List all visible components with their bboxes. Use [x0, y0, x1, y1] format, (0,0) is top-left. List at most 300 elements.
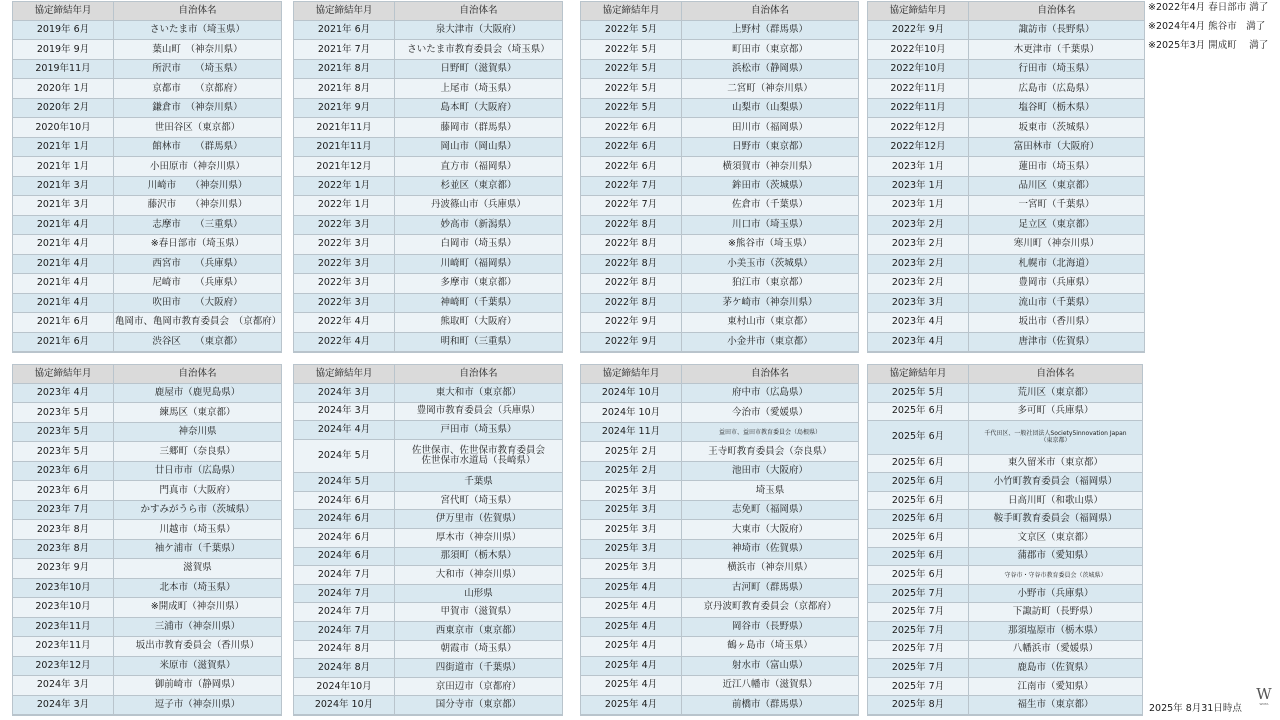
municipality-name: 日高川町（和歌山県） [969, 492, 1142, 511]
table-row [294, 696, 562, 715]
municipality-name: 蒲郡市（愛知県） [969, 548, 1142, 567]
agreement-date: 2024年 8月 [294, 659, 395, 678]
header-municipality: 自治体名 [682, 2, 858, 21]
table-row [294, 548, 562, 567]
agreement-date: 2024年10月 [294, 678, 395, 697]
table-row [868, 255, 1144, 274]
municipality-name: 川口市（埼玉県） [682, 216, 858, 235]
agreement-table [580, 1, 859, 353]
agreement-date: 2023年10月 [13, 598, 114, 617]
agreement-table [12, 364, 282, 716]
municipality-name: 富田林市（大阪府） [969, 138, 1144, 157]
municipality-name: 多可町（兵庫県） [969, 403, 1142, 422]
municipality-name: 神崎町（千葉県） [395, 294, 562, 313]
agreement-table [12, 1, 282, 353]
municipality-name: 諏訪市（長野県） [969, 21, 1144, 40]
agreement-date: 2023年 1月 [868, 177, 969, 196]
header-municipality: 自治体名 [682, 365, 858, 384]
table-row [581, 696, 858, 715]
municipality-name: 志免町（福岡県） [682, 501, 858, 520]
agreement-date: 2019年11月 [13, 60, 114, 79]
table-row [581, 579, 858, 598]
table-row [581, 403, 858, 422]
agreement-date: 2021年 4月 [13, 216, 114, 235]
municipality-name: 葉山町 （神奈川県） [114, 40, 281, 59]
municipality-name: かすみがうら市（茨城県） [114, 501, 281, 520]
agreement-date: 2022年10月 [868, 40, 969, 59]
municipality-name: 国分寺市（東京都） [395, 696, 562, 715]
expiry-note: ※2024年4月 熊谷市 満了 [1148, 21, 1266, 32]
municipality-name: 府中市（広島県） [682, 384, 858, 403]
agreement-date: 2022年 9月 [581, 313, 682, 332]
table-row [294, 196, 562, 215]
table-row [13, 559, 281, 578]
municipality-name: 田川市（福岡県） [682, 118, 858, 137]
agreement-date: 2021年 6月 [13, 333, 114, 352]
table-row [868, 21, 1144, 40]
table-row [13, 274, 281, 293]
municipality-name: 池田市（大阪府） [682, 462, 858, 481]
agreement-date: 2022年 5月 [581, 40, 682, 59]
agreement-date: 2023年 5月 [13, 423, 114, 442]
table-row [868, 384, 1142, 403]
municipality-name: 宮代町（埼玉県） [395, 492, 562, 511]
agreement-date: 2021年 6月 [294, 21, 395, 40]
agreement-date: 2022年 4月 [294, 333, 395, 352]
agreement-date: 2024年 10月 [581, 403, 682, 422]
as-of-date: 2025年 8月31日時点 [1149, 703, 1242, 714]
table-row [868, 696, 1142, 715]
table-row [13, 657, 281, 676]
table-row [13, 138, 281, 157]
agreement-date: 2024年 6月 [294, 510, 395, 529]
agreement-date: 2025年 7月 [868, 659, 969, 678]
municipality-name: 尼崎市 （兵庫県） [114, 274, 281, 293]
table-row [13, 403, 281, 422]
table-row [13, 60, 281, 79]
table-row [13, 294, 281, 313]
table-row [294, 421, 562, 440]
municipality-name: 島本町（大阪府） [395, 99, 562, 118]
municipality-name: 前橋市（群馬県） [682, 696, 858, 715]
agreement-date: 2024年 3月 [294, 403, 395, 422]
agreement-date: 2022年 5月 [581, 21, 682, 40]
table-row [581, 138, 858, 157]
agreement-date: 2022年 1月 [294, 196, 395, 215]
table-row [294, 384, 562, 403]
municipality-name: 亀岡市、亀岡市教育委員会 （京都府） [114, 313, 281, 332]
agreement-date: 2021年 3月 [13, 177, 114, 196]
municipality-name: 豊岡市教育委員会（兵庫県） [395, 403, 562, 422]
agreement-date: 2022年 4月 [294, 313, 395, 332]
header-municipality: 自治体名 [114, 2, 281, 21]
agreement-date: 2023年 8月 [13, 520, 114, 539]
table-row [581, 294, 858, 313]
agreement-date: 2024年 5月 [294, 473, 395, 492]
municipality-name: ※開成町（神奈川県） [114, 598, 281, 617]
municipality-name: 東大和市（東京都） [395, 384, 562, 403]
header-date: 協定締結年月 [294, 365, 395, 384]
table-row [294, 294, 562, 313]
table-row [13, 235, 281, 254]
table-row [294, 235, 562, 254]
table-row [581, 99, 858, 118]
agreement-date: 2024年 4月 [294, 421, 395, 440]
header-municipality: 自治体名 [395, 2, 562, 21]
agreement-date: 2023年11月 [13, 618, 114, 637]
municipality-name: 練馬区（東京都） [114, 403, 281, 422]
header-date: 協定締結年月 [13, 2, 114, 21]
agreement-date: 2021年 3月 [13, 196, 114, 215]
municipality-name: 厚木市（神奈川県） [395, 529, 562, 548]
municipality-name: 江南市（愛知県） [969, 678, 1142, 697]
table-row [868, 313, 1144, 332]
table-row [13, 177, 281, 196]
table-row [13, 384, 281, 403]
table-row [868, 603, 1142, 622]
agreement-date: 2023年 5月 [13, 442, 114, 461]
municipality-name: 西東京市（東京都） [395, 622, 562, 641]
table-row [868, 216, 1144, 235]
agreement-date: 2023年 7月 [13, 501, 114, 520]
municipality-name: 八幡浜市（愛媛県） [969, 641, 1142, 660]
municipality-name: 鉾田市（茨城県） [682, 177, 858, 196]
agreement-date: 2024年 8月 [294, 641, 395, 660]
agreement-date: 2024年 10月 [581, 384, 682, 403]
municipality-name: 川崎市 （神奈川県） [114, 177, 281, 196]
header-municipality: 自治体名 [969, 2, 1144, 21]
table-row [581, 618, 858, 637]
municipality-name: 藤沢市 （神奈川県） [114, 196, 281, 215]
municipality-name: 上尾市（埼玉県） [395, 79, 562, 98]
agreement-date: 2025年 4月 [581, 637, 682, 656]
municipality-name: 神埼市（佐賀県） [682, 540, 858, 559]
agreement-date: 2024年 3月 [13, 696, 114, 715]
agreement-date: 2025年 6月 [868, 455, 969, 474]
agreement-date: 2025年 7月 [868, 603, 969, 622]
agreement-date: 2025年 2月 [581, 462, 682, 481]
agreement-date: 2020年 2月 [13, 99, 114, 118]
table-row [581, 501, 858, 520]
municipality-name: 川崎町（福岡県） [395, 255, 562, 274]
agreement-date: 2020年10月 [13, 118, 114, 137]
agreement-date: 2021年 8月 [294, 79, 395, 98]
municipality-name: 熊取町（大阪府） [395, 313, 562, 332]
table-row [581, 540, 858, 559]
municipality-name: 広島市（広島県） [969, 79, 1144, 98]
table-row [13, 442, 281, 461]
agreement-date: 2023年 4月 [13, 384, 114, 403]
agreement-date: 2025年 6月 [868, 403, 969, 422]
agreement-date: 2024年 6月 [294, 529, 395, 548]
municipality-name: 千代田区、一般社団法人Society5innovation Japan （東京都） [969, 421, 1142, 454]
municipality-name: 横浜市（神奈川県） [682, 559, 858, 578]
agreement-date: 2021年 4月 [13, 294, 114, 313]
table-row [868, 40, 1144, 59]
table-row [13, 40, 281, 59]
table-row [581, 255, 858, 274]
table-row [294, 641, 562, 660]
agreement-date: 2022年10月 [868, 60, 969, 79]
table-header-row [13, 365, 281, 384]
municipality-name: 町田市（東京都） [682, 40, 858, 59]
municipality-name: 上野村（群馬県） [682, 21, 858, 40]
municipality-name: 岡谷市（長野県） [682, 618, 858, 637]
municipality-name: 那須町（栃木県） [395, 548, 562, 567]
table-row [581, 442, 858, 461]
agreement-table [867, 1, 1145, 353]
municipality-name: 足立区（東京都） [969, 216, 1144, 235]
agreement-date: 2019年 9月 [13, 40, 114, 59]
agreement-date: 2024年 3月 [294, 384, 395, 403]
agreement-date: 2025年 7月 [868, 622, 969, 641]
agreement-date: 2022年 1月 [294, 177, 395, 196]
municipality-name: 鹿屋市（鹿児島県） [114, 384, 281, 403]
municipality-name: 明和町（三重県） [395, 333, 562, 352]
table-row [581, 481, 858, 500]
table-header-row [868, 365, 1142, 384]
agreement-date: 2022年 3月 [294, 255, 395, 274]
agreement-date: 2025年 7月 [868, 585, 969, 604]
municipality-name: 甲賀市（滋賀県） [395, 603, 562, 622]
municipality-name: 妙高市（新潟県） [395, 216, 562, 235]
municipality-name: 御前崎市（静岡県） [114, 676, 281, 695]
table-row [581, 423, 858, 442]
agreement-date: 2021年 4月 [13, 274, 114, 293]
municipality-name: 坂東市（茨城県） [969, 118, 1144, 137]
agreement-date: 2024年 7月 [294, 603, 395, 622]
agreement-date: 2023年 6月 [13, 481, 114, 500]
municipality-name: 行田市（埼玉県） [969, 60, 1144, 79]
agreement-table [293, 364, 563, 716]
agreement-date: 2025年 3月 [581, 559, 682, 578]
header-date: 協定締結年月 [581, 2, 682, 21]
table-row [581, 657, 858, 676]
agreement-date: 2023年10月 [13, 579, 114, 598]
municipality-name: 岡山市（岡山県） [395, 138, 562, 157]
table-row [868, 678, 1142, 697]
municipality-name: ※春日部市（埼玉県） [114, 235, 281, 254]
table-row [294, 529, 562, 548]
municipality-name: 荒川区（東京都） [969, 384, 1142, 403]
agreement-date: 2022年 5月 [581, 99, 682, 118]
agreement-date: 2025年 3月 [581, 501, 682, 520]
table-row [294, 333, 562, 352]
municipality-name: 小竹町教育委員会（福岡県） [969, 473, 1142, 492]
municipality-name: 丹波篠山市（兵庫県） [395, 196, 562, 215]
agreement-date: 2023年 3月 [868, 294, 969, 313]
agreement-date: 2022年 3月 [294, 274, 395, 293]
municipality-name: 門真市（大阪府） [114, 481, 281, 500]
municipality-name: 鶴ヶ島市（埼玉県） [682, 637, 858, 656]
municipality-name: 泉大津市（大阪府） [395, 21, 562, 40]
agreement-date: 2022年 7月 [581, 177, 682, 196]
agreement-date: 2024年 3月 [13, 676, 114, 695]
municipality-name: 川越市（埼玉県） [114, 520, 281, 539]
agreement-date: 2023年 2月 [868, 255, 969, 274]
agreement-date: 2021年 9月 [294, 99, 395, 118]
table-row [868, 294, 1144, 313]
agreement-date: 2025年 6月 [868, 529, 969, 548]
agreement-date: 2021年 4月 [13, 235, 114, 254]
header-municipality: 自治体名 [969, 365, 1142, 384]
table-row [13, 579, 281, 598]
municipality-name: 袖ケ浦市（千葉県） [114, 540, 281, 559]
table-row [868, 333, 1144, 352]
table-row [868, 473, 1142, 492]
agreement-date: 2023年 4月 [868, 333, 969, 352]
table-row [868, 421, 1142, 454]
table-row [13, 79, 281, 98]
municipality-name: 北本市（埼玉県） [114, 579, 281, 598]
agreement-date: 2024年 5月 [294, 440, 395, 473]
municipality-name: 山形県 [395, 585, 562, 604]
header-municipality: 自治体名 [114, 365, 281, 384]
table-row [13, 216, 281, 235]
municipality-name: 東久留米市（東京都） [969, 455, 1142, 474]
municipality-name: 白岡市（埼玉県） [395, 235, 562, 254]
municipality-name: 大東市（大阪府） [682, 520, 858, 539]
municipality-name: 塩谷町（栃木県） [969, 99, 1144, 118]
agreement-date: 2023年 2月 [868, 235, 969, 254]
table-row [294, 603, 562, 622]
table-row [868, 138, 1144, 157]
agreement-date: 2022年 5月 [581, 79, 682, 98]
table-row [581, 559, 858, 578]
municipality-name: 館林市 （群馬県） [114, 138, 281, 157]
municipality-name: 今治市（愛媛県） [682, 403, 858, 422]
table-row [13, 333, 281, 352]
agreement-date: 2022年 6月 [581, 118, 682, 137]
table-row [581, 196, 858, 215]
table-row [13, 21, 281, 40]
municipality-name: 守谷市・守谷市教育委員会（茨城県） [969, 566, 1142, 585]
table-row [868, 196, 1144, 215]
agreement-date: 2025年 4月 [581, 676, 682, 695]
agreement-date: 2021年11月 [294, 138, 395, 157]
table-row [294, 274, 562, 293]
municipality-name: 鎌倉市 （神奈川県） [114, 99, 281, 118]
table-row [294, 313, 562, 332]
agreement-date: 2022年 8月 [581, 235, 682, 254]
table-row [581, 21, 858, 40]
table-row [581, 118, 858, 137]
table-row [868, 529, 1142, 548]
municipality-name: 唐津市（佐賀県） [969, 333, 1144, 352]
agreement-date: 2025年 3月 [581, 481, 682, 500]
table-row [868, 79, 1144, 98]
agreement-date: 2025年 3月 [581, 540, 682, 559]
table-row [294, 216, 562, 235]
municipality-name: 志摩市 （三重県） [114, 216, 281, 235]
municipality-name: 流山市（千葉県） [969, 294, 1144, 313]
table-row [581, 235, 858, 254]
municipality-name: 王寺町教育委員会（奈良県） [682, 442, 858, 461]
table-row [13, 520, 281, 539]
table-row [868, 510, 1142, 529]
municipality-name: 藤岡市（群馬県） [395, 118, 562, 137]
table-header-row [581, 365, 858, 384]
table-row [868, 274, 1144, 293]
municipality-name: 狛江市（東京都） [682, 274, 858, 293]
table-row [581, 313, 858, 332]
table-row [294, 177, 562, 196]
municipality-name: 近江八幡市（滋賀県） [682, 676, 858, 695]
municipality-name: 伊万里市（佐賀県） [395, 510, 562, 529]
municipality-name: 寒川町（神奈川県） [969, 235, 1144, 254]
municipality-name: 杉並区（東京都） [395, 177, 562, 196]
municipality-name: 米原市（滋賀県） [114, 657, 281, 676]
agreement-date: 2023年 5月 [13, 403, 114, 422]
header-date: 協定締結年月 [868, 365, 969, 384]
agreement-table [293, 1, 563, 353]
agreement-date: 2022年 8月 [581, 274, 682, 293]
table-row [294, 440, 562, 473]
agreement-date: 2024年 11月 [581, 423, 682, 442]
municipality-name: 日野市（東京都） [682, 138, 858, 157]
table-row [294, 99, 562, 118]
municipality-name: 品川区（東京都） [969, 177, 1144, 196]
logo-icon: W WOTA [1256, 685, 1272, 706]
table-row [294, 585, 562, 604]
municipality-name: 坂出市（香川県） [969, 313, 1144, 332]
table-row [294, 255, 562, 274]
table-row [13, 313, 281, 332]
municipality-name: 東村山市（東京都） [682, 313, 858, 332]
agreement-date: 2021年 1月 [13, 138, 114, 157]
municipality-name: 益田市、益田市教育委員会（島根県） [682, 423, 858, 442]
agreement-date: 2021年12月 [294, 157, 395, 176]
municipality-name: 戸田市（埼玉県） [395, 421, 562, 440]
table-row [868, 177, 1144, 196]
table-row [294, 138, 562, 157]
municipality-name: 所沢市 （埼玉県） [114, 60, 281, 79]
agreement-date: 2022年 6月 [581, 157, 682, 176]
table-row [294, 40, 562, 59]
table-row [294, 60, 562, 79]
agreement-date: 2024年 6月 [294, 492, 395, 511]
municipality-name: 山梨市（山梨県） [682, 99, 858, 118]
agreement-date: 2022年 8月 [581, 294, 682, 313]
agreement-date: 2025年 4月 [581, 579, 682, 598]
municipality-name: 京田辺市（京都府） [395, 678, 562, 697]
table-row [294, 510, 562, 529]
header-municipality: 自治体名 [395, 365, 562, 384]
municipality-name: 日野町（滋賀県） [395, 60, 562, 79]
header-date: 協定締結年月 [581, 365, 682, 384]
agreement-date: 2022年 7月 [581, 196, 682, 215]
agreement-date: 2023年 8月 [13, 540, 114, 559]
expiry-note: ※2022年4月 春日部市 満了 [1148, 2, 1269, 13]
agreement-date: 2022年 5月 [581, 60, 682, 79]
agreement-date: 2025年 6月 [868, 473, 969, 492]
table-row [868, 99, 1144, 118]
table-row [294, 659, 562, 678]
table-row [13, 540, 281, 559]
municipality-name: 射水市（富山県） [682, 657, 858, 676]
table-row [581, 157, 858, 176]
agreement-date: 2025年 2月 [581, 442, 682, 461]
municipality-name: 三郷町（奈良県） [114, 442, 281, 461]
agreement-date: 2021年 8月 [294, 60, 395, 79]
agreement-date: 2025年 4月 [581, 618, 682, 637]
agreement-table [867, 364, 1143, 716]
agreement-date: 2023年 4月 [868, 313, 969, 332]
table-row [294, 566, 562, 585]
table-row [581, 384, 858, 403]
table-row [868, 659, 1142, 678]
municipality-name: 埼玉県 [682, 481, 858, 500]
